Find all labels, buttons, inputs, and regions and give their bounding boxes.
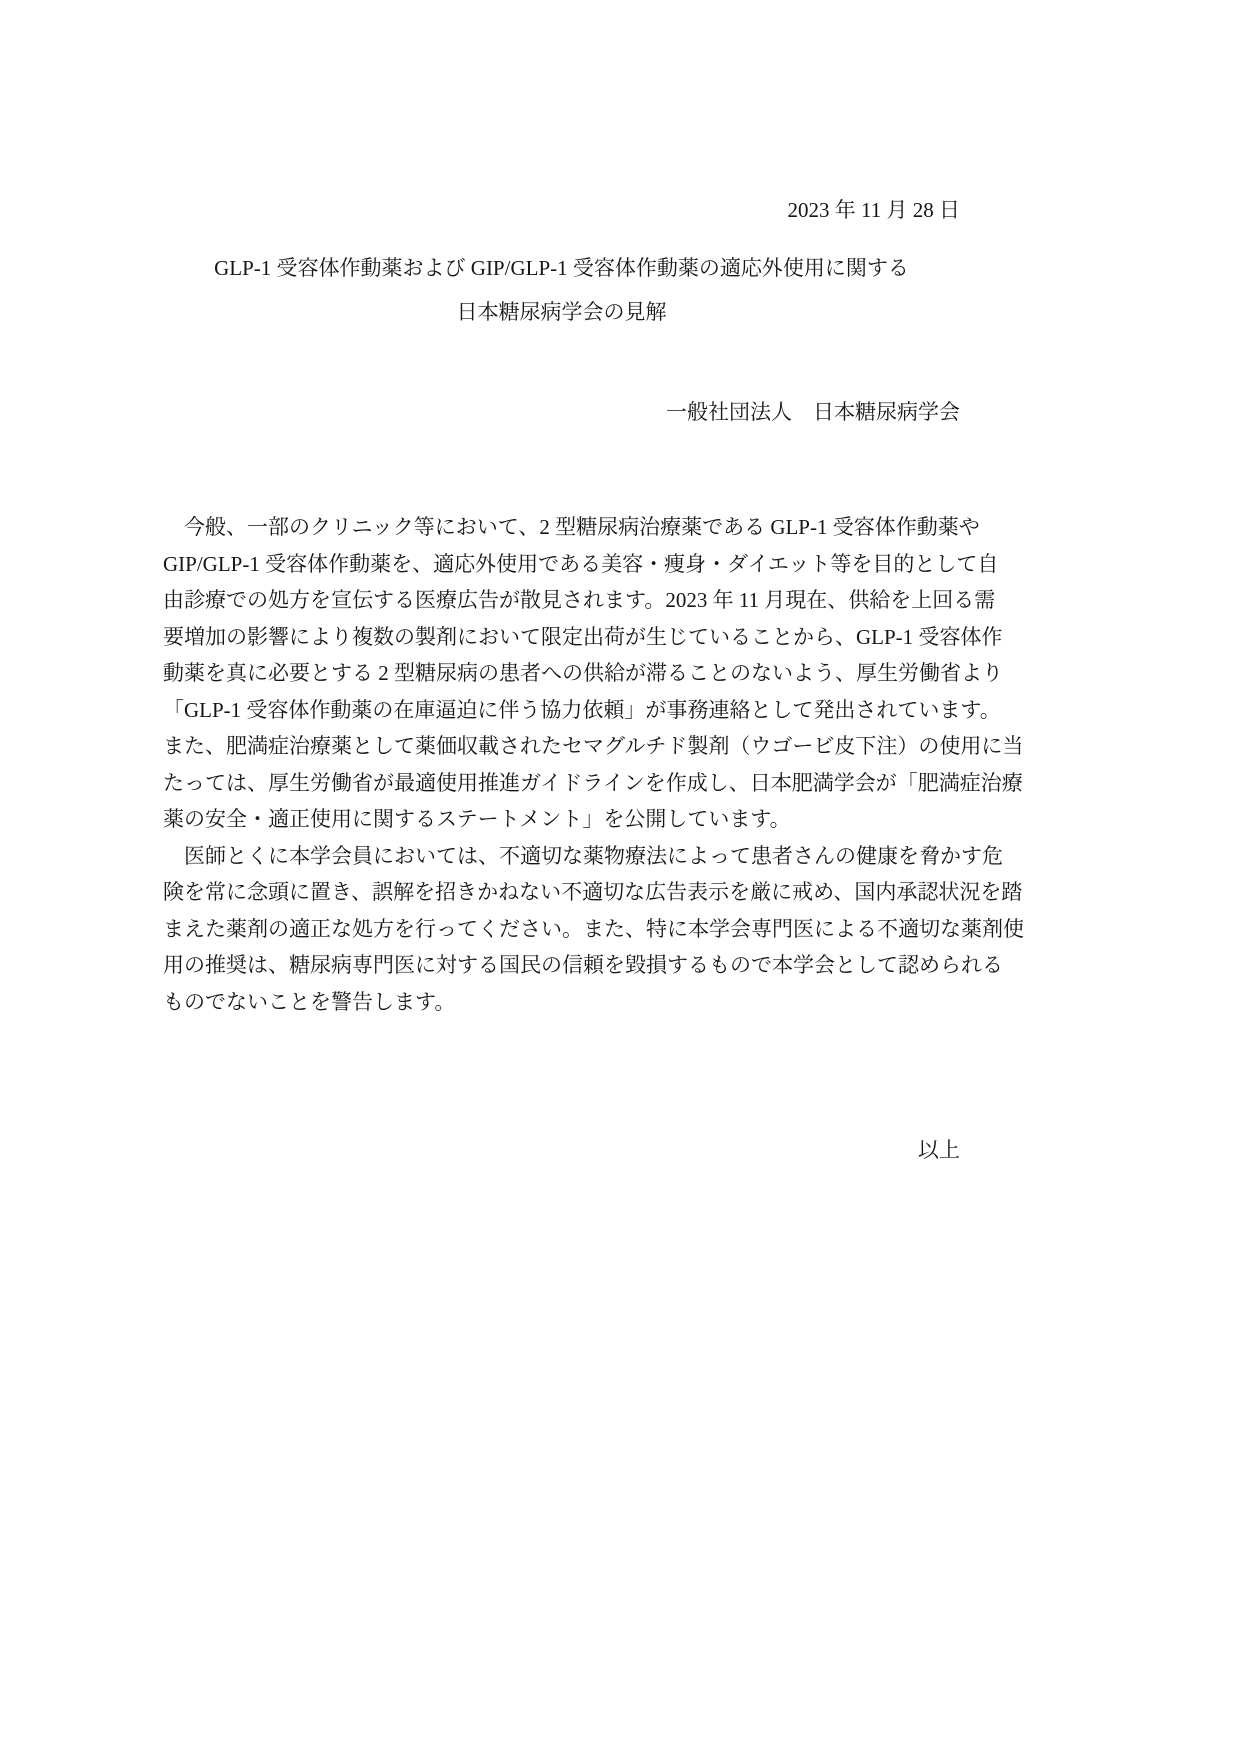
body-line: GIP/GLP-1 受容体作動薬を、適応外使用である美容・痩身・ダイエット等を目的として自 xyxy=(163,551,999,576)
document-title-line-2: 日本糖尿病学会の見解 xyxy=(456,300,667,324)
body-line: また、肥満症治療薬として薬価収載されたセマグルチド製剤（ウゴービ皮下注）の使用に当 xyxy=(163,734,1024,758)
body-line: 険を常に念頭に置き、誤解を招きかねない不適切な広告表示を厳に戒め、国内承認状況を踏 xyxy=(163,880,1023,904)
body-line: ものでないことを警告します。 xyxy=(163,989,456,1014)
paragraph-1 xyxy=(163,509,1024,838)
body-line: たっては、厚生労働省が最適使用推進ガイドラインを作成し、日本肥満学会が「肥満症治療 xyxy=(163,770,1023,795)
body-line: 今般、一部のクリニック等において、2 型糖尿病治療薬である GLP-1 受容体作動薬や xyxy=(163,515,980,539)
body-line: 薬の安全・適正使用に関するステートメント」を公開しています。 xyxy=(163,807,791,831)
body-line: まえた薬剤の適正な処方を行ってください。また、特に本学会専門医による不適切な薬剤使 xyxy=(163,916,1024,941)
body-line: 「GLP-1 受容体作動薬の在庫逼迫に伴う協力依頼」が事務連絡として発出されています。 xyxy=(163,697,1001,722)
body-line: 医師とくに本学会員においては、不適切な薬物療法によって患者さんの健康を脅かす危 xyxy=(163,843,1003,868)
document-body xyxy=(163,509,1024,1020)
document-title xyxy=(163,246,960,334)
document-closing: 以上 xyxy=(918,1138,960,1162)
document-date: 2023 年 11 月 28 日 xyxy=(787,198,960,222)
body-line: 用の推奨は、糖尿病専門医に対する国民の信頼を毀損するもので本学会として認められる xyxy=(163,953,1003,977)
body-line: 動薬を真に必要とする 2 型糖尿病の患者への供給が滞ることのないよう、厚生労働省より xyxy=(163,661,1003,685)
body-line: 要増加の影響により複数の製剤において限定出荷が生じていることから、GLP-1 受容体作 xyxy=(163,624,1003,649)
body-line: 由診療での処方を宣伝する医療広告が散見されます。2023 年 11 月現在、供給を上回る需 xyxy=(163,588,996,612)
document-title-line-1: GLP-1 受容体作動薬および GIP/GLP-1 受容体作動薬の適応外使用に関する xyxy=(214,256,909,280)
document-author: 一般社団法人 日本糖尿病学会 xyxy=(666,400,960,424)
paragraph-2 xyxy=(163,838,1024,1021)
